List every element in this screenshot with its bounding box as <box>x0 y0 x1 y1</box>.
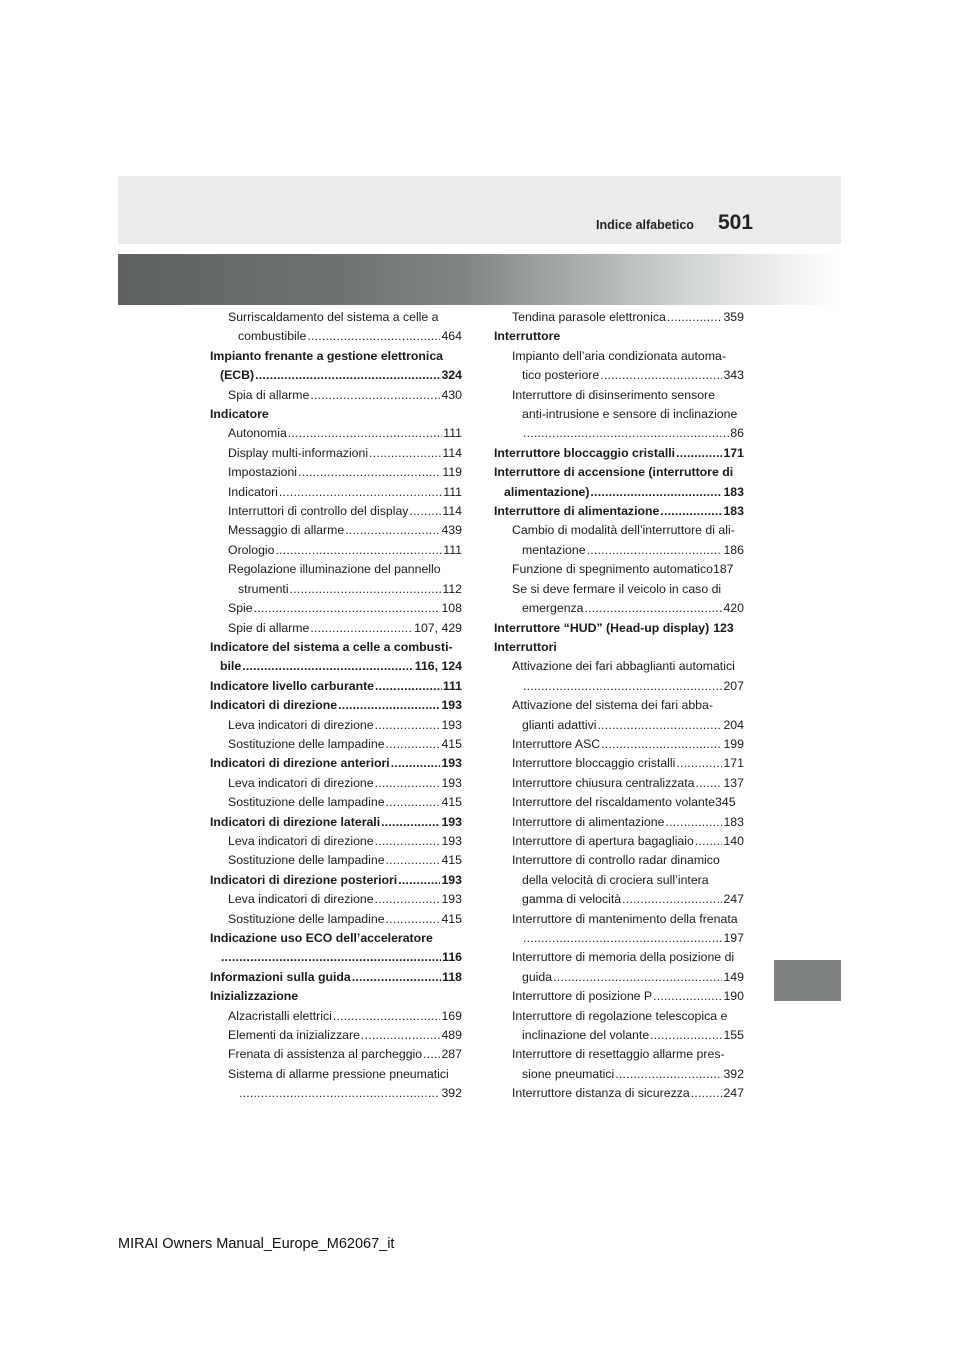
index-entry <box>210 677 462 696</box>
index-entry-text: glianti adattivi <box>522 717 597 732</box>
index-entry <box>210 521 462 540</box>
index-entry-page: 193 <box>441 698 462 713</box>
index-entry <box>210 1045 462 1064</box>
index-entry-text: Surriscaldamento del sistema a celle a <box>228 310 439 324</box>
index-entry-text: Indicatori di direzione <box>210 698 338 713</box>
dot-leader <box>665 813 722 832</box>
index-entry <box>494 619 744 638</box>
index-entry-text: tico posteriore <box>522 368 600 383</box>
index-entry-page: 183 <box>723 484 744 499</box>
index-entry <box>494 657 744 676</box>
index-entry <box>210 813 462 832</box>
index-entry-text: Indicatori di direzione posteriori <box>210 872 398 887</box>
index-entry-page: 140 <box>723 833 744 848</box>
index-entry-page: 324 <box>441 368 462 383</box>
index-entry-page: 149 <box>723 969 744 984</box>
index-entry <box>494 599 744 618</box>
index-entry-text: Cambio di modalità dell’interruttore di ali- <box>512 523 735 538</box>
index-entry <box>494 483 744 502</box>
index-entry <box>210 657 462 676</box>
index-entry-text: Interruttore di resettaggio allarme pres- <box>512 1047 725 1062</box>
dot-leader <box>361 1026 441 1045</box>
index-entry-text: Autonomia <box>228 426 287 441</box>
index-entry-text: Impostazioni <box>228 465 298 480</box>
dot-leader <box>290 580 442 599</box>
dot-leader <box>650 1026 722 1045</box>
index-entry-page: 247 <box>723 1086 744 1101</box>
index-entry-page: 247 <box>723 892 744 907</box>
index-entry-text: Spie di allarme <box>228 620 310 635</box>
dot-leader <box>375 774 441 793</box>
index-entry-text: Impianto frenante a gestione elettronica <box>210 348 444 363</box>
index-entry-page: 171 <box>723 756 744 771</box>
index-entry-page: 112 <box>442 581 462 596</box>
index-entry-text: Interruttore di alimentazione <box>494 504 660 519</box>
index-entry-text: Spia di allarme <box>228 387 310 402</box>
index-entry <box>494 813 744 832</box>
index-entry <box>210 948 462 967</box>
index-entry-text: Indicatori <box>228 484 278 499</box>
index-entry-page: 114 <box>442 445 462 460</box>
dot-leader <box>298 463 441 482</box>
dot-leader <box>239 1084 440 1103</box>
index-entry-page: 171 <box>723 445 744 460</box>
index-entry-page: 415 <box>441 911 462 926</box>
dot-leader <box>310 619 413 638</box>
index-entry-text: strumenti <box>238 581 289 596</box>
index-entry-page: 111 <box>443 542 462 557</box>
index-entry-text: Interruttore bloccaggio cristalli <box>494 445 676 460</box>
dot-leader <box>398 871 440 890</box>
dot-leader <box>423 1045 440 1064</box>
index-entry-text: Indicatore livello carburante <box>210 678 375 693</box>
dot-leader <box>279 483 442 502</box>
index-entry-page: 183 <box>723 504 744 519</box>
index-entry-text: Sostituzione delle lampadine <box>228 736 385 751</box>
index-entry-text: Leva indicatori di direzione <box>228 833 374 848</box>
dot-leader <box>375 832 441 851</box>
dot-leader <box>598 716 723 735</box>
index-entry-page: 392 <box>723 1066 744 1081</box>
index-entry-text: emergenza <box>522 601 584 616</box>
index-entry-text: Messaggio di allarme <box>228 523 345 538</box>
index-entry <box>494 851 744 870</box>
index-entry-page: 193 <box>441 775 462 790</box>
index-entry <box>210 308 462 327</box>
index-entry <box>494 347 744 366</box>
index-entry <box>210 502 462 521</box>
dot-leader <box>333 1007 441 1026</box>
index-entry-page: 193 <box>441 833 462 848</box>
index-entry-text: Interruttori <box>494 639 557 654</box>
index-entry-text: Interruttore di disinserimento sensore <box>512 387 715 402</box>
section-title: Indice alfabetico <box>596 218 694 232</box>
index-entry-page: 343 <box>723 368 744 383</box>
dot-leader <box>696 774 723 793</box>
index-entry <box>494 677 744 696</box>
index-entry <box>494 948 744 967</box>
index-entry-text: Orologio <box>228 542 275 557</box>
footer-manual-title: MIRAI Owners Manual_Europe_M62067_it <box>118 1236 395 1252</box>
index-entry-page: 137 <box>723 775 744 790</box>
index-entry-text: Indicatori di direzione laterali <box>210 814 381 829</box>
dot-leader <box>391 754 441 773</box>
index-entry <box>210 754 462 773</box>
index-entry-page: 204 <box>723 717 744 732</box>
index-entry <box>494 308 744 327</box>
index-entry-text: Interruttore di memoria della posizione di <box>512 950 735 965</box>
index-entry <box>210 366 462 385</box>
dot-leader <box>386 851 441 870</box>
index-entry <box>494 774 744 793</box>
dot-leader <box>255 366 440 385</box>
dot-leader <box>375 890 441 909</box>
index-entry-text: Interruttore del riscaldamento volante <box>512 795 716 810</box>
dot-leader <box>386 910 441 929</box>
dot-leader <box>242 657 414 676</box>
index-entry <box>494 696 744 715</box>
index-entry <box>210 405 462 424</box>
index-entry-page: 439 <box>441 523 462 538</box>
index-entry-page: 116 <box>442 950 462 965</box>
index-entry-text: Interruttore bloccaggio cristalli <box>512 756 676 771</box>
dot-leader <box>338 696 440 715</box>
index-entry-page: 107, 429 <box>414 620 462 635</box>
index-entry-text: Interruttore distanza di sicurezza <box>512 1086 690 1101</box>
index-entry-text: Interruttore di regolazione telescopica e <box>512 1008 728 1023</box>
index-entry-text: Interruttore di controllo radar dinamico <box>512 853 720 868</box>
index-entry-page: 169 <box>441 1008 462 1023</box>
index-entry <box>210 1065 462 1084</box>
index-entry-text: Interruttori di controllo del display <box>228 504 409 519</box>
index-entry <box>210 1007 462 1026</box>
dot-leader <box>386 793 441 812</box>
index-entry-text: Tendina parasole elettronica <box>512 310 666 324</box>
index-entry-text: Se si deve fermare il veicolo in caso di <box>512 581 722 596</box>
index-entry-text: Leva indicatori di direzione <box>228 892 374 907</box>
index-entry-page: 464 <box>441 329 462 344</box>
index-entry-page: 111 <box>442 678 462 693</box>
chapter-gradient-bar <box>118 254 841 305</box>
index-entry <box>210 987 462 1006</box>
index-entry-text: Interruttore di apertura bagagliaio <box>512 833 694 848</box>
index-entry <box>210 580 462 599</box>
index-entry-text: Funzione di spegnimento automatico <box>512 562 713 577</box>
index-entry-text: Sostituzione delle lampadine <box>228 911 385 926</box>
dot-leader <box>615 1065 722 1084</box>
index-entry <box>210 716 462 735</box>
index-entry <box>494 1026 744 1045</box>
dot-leader <box>590 483 722 502</box>
index-entry-page: 489 <box>441 1028 462 1043</box>
index-entry-text: guida <box>522 969 553 984</box>
index-entry <box>494 521 744 540</box>
index-entry-page: 415 <box>441 853 462 868</box>
index-entry-text: (ECB) <box>220 368 255 383</box>
index-entry-text: anti-intrusione e sensore di inclinazione <box>522 407 738 422</box>
dot-leader <box>585 599 723 618</box>
index-entry <box>494 1065 744 1084</box>
index-entry <box>494 1045 744 1064</box>
index-entry-page: 183 <box>723 814 744 829</box>
dot-leader <box>523 677 722 696</box>
page-number: 501 <box>718 211 754 234</box>
index-entry-page: 119 <box>442 465 462 480</box>
index-entry <box>210 619 462 638</box>
index-entry-text: Regolazione illuminazione del pannello <box>228 562 441 577</box>
dot-leader <box>587 541 723 560</box>
dot-leader <box>307 327 440 346</box>
index-entry <box>210 968 462 987</box>
index-entry <box>210 832 462 851</box>
index-entry-text: Interruttore di alimentazione <box>512 814 665 829</box>
index-entry-page: 86 <box>730 426 744 441</box>
index-entry-text: mentazione <box>522 542 586 557</box>
index-entry-text: alimentazione) <box>504 484 590 499</box>
dot-leader <box>386 735 441 754</box>
index-entry-page: 111 <box>443 484 462 499</box>
index-entry-text: Sistema di allarme pressione pneumatici <box>228 1066 449 1081</box>
dot-leader <box>667 308 723 327</box>
index-entry <box>210 871 462 890</box>
dot-leader <box>375 677 442 696</box>
dot-leader <box>653 987 722 1006</box>
index-entry <box>210 910 462 929</box>
index-entry <box>210 696 462 715</box>
index-entry-text: Leva indicatori di direzione <box>228 775 374 790</box>
index-entry <box>210 424 462 443</box>
index-entry <box>494 754 744 773</box>
index-entry <box>494 405 744 424</box>
index-entry <box>494 638 744 657</box>
index-entry-page: 197 <box>723 931 744 945</box>
index-entry-page: 193 <box>441 756 462 771</box>
index-entry <box>494 502 744 521</box>
chapter-side-tab <box>774 960 841 1001</box>
index-entry-text: Interruttore di mantenimento della frenata <box>512 911 738 926</box>
dot-leader <box>660 502 722 521</box>
index-entry-page: 199 <box>723 736 744 751</box>
dot-leader <box>345 521 440 540</box>
dot-leader <box>409 502 441 521</box>
index-entry-page: 123 <box>713 620 734 635</box>
index-entry <box>494 929 744 948</box>
index-entry-text: Interruttore di accensione (interruttore di <box>494 465 734 480</box>
index-entry <box>210 327 462 346</box>
index-entry <box>210 735 462 754</box>
index-entry-text: inclinazione del volante <box>522 1028 650 1043</box>
index-entry <box>210 890 462 909</box>
index-entry <box>210 483 462 502</box>
index-entry <box>494 871 744 890</box>
index-entry-page: 420 <box>723 601 744 616</box>
index-entry <box>494 968 744 987</box>
index-entry-page: 193 <box>441 892 462 907</box>
index-entry <box>210 444 462 463</box>
index-entry-text: Interruttore ASC <box>512 736 601 751</box>
index-entry-page: 415 <box>441 736 462 751</box>
dot-leader <box>352 968 441 987</box>
index-entry <box>494 832 744 851</box>
index-entry-text: Frenata di assistenza al parcheggio <box>228 1047 423 1062</box>
index-entry <box>210 463 462 482</box>
index-entry-text: Alzacristalli elettrici <box>228 1008 332 1023</box>
index-entry-page: 108 <box>441 601 462 616</box>
index-entry <box>210 638 462 657</box>
index-column-left <box>210 308 462 1104</box>
dot-leader <box>275 541 442 560</box>
index-entry <box>494 1007 744 1026</box>
index-entry <box>210 1084 462 1103</box>
index-entry <box>210 560 462 579</box>
index-entry <box>210 541 462 560</box>
index-entry-text: Interruttore <box>494 329 561 344</box>
dot-leader <box>254 599 441 618</box>
index-entry-page: 116, 124 <box>414 659 462 674</box>
index-entry-text: Leva indicatori di direzione <box>228 717 374 732</box>
index-entry-page: 415 <box>441 795 462 810</box>
dot-leader <box>600 366 722 385</box>
dot-leader <box>553 968 722 987</box>
index-entry <box>494 424 744 443</box>
index-entry <box>210 793 462 812</box>
index-entry-text: Sostituzione delle lampadine <box>228 795 385 810</box>
index-entry-page: 359 <box>723 310 744 324</box>
dot-leader <box>375 716 441 735</box>
index-entry <box>494 987 744 1006</box>
dot-leader <box>369 444 441 463</box>
index-entry-text: Interruttore di posizione P <box>512 989 653 1004</box>
index-entry <box>494 560 744 579</box>
index-entry <box>494 793 744 812</box>
index-entry <box>210 599 462 618</box>
index-entry <box>494 444 744 463</box>
index-entry <box>494 580 744 599</box>
dot-leader <box>676 444 722 463</box>
index-entry <box>494 735 744 754</box>
index-entry <box>494 366 744 385</box>
dot-leader <box>523 929 722 948</box>
dot-leader <box>221 948 441 967</box>
index-entry-text: Sostituzione delle lampadine <box>228 853 385 868</box>
index-entry <box>494 716 744 735</box>
dot-leader <box>601 735 722 754</box>
dot-leader <box>310 386 440 405</box>
index-entry-page: 193 <box>441 717 462 732</box>
dot-leader <box>288 424 443 443</box>
index-entry <box>210 929 462 948</box>
dot-leader <box>691 1084 723 1103</box>
index-entry-text: Indicatori di direzione anteriori <box>210 756 390 771</box>
index-entry-text: bile <box>220 659 242 674</box>
index-entry <box>494 1084 744 1103</box>
index-entry-text: Attivazione del sistema dei fari abba- <box>512 698 713 713</box>
index-entry-text: Spie <box>228 601 253 616</box>
index-column-right <box>494 308 744 1104</box>
index-entry-page: 207 <box>723 678 744 693</box>
index-entry-page: 190 <box>723 989 744 1004</box>
index-entry-text: Interruttore chiusura centralizzata <box>512 775 695 790</box>
index-entry-text: gamma di velocità <box>522 892 622 907</box>
index-entry <box>494 386 744 405</box>
index-entry-page: 193 <box>441 872 462 887</box>
dot-leader <box>622 890 722 909</box>
index-entry-page: 187 <box>712 562 734 577</box>
index-entry-text: Indicatore <box>210 407 269 422</box>
index-entry-text: Indicazione uso ECO dell’acceleratore <box>210 931 433 945</box>
index-entry <box>494 463 744 482</box>
index-entry-text: della velocità di crociera sull’intera <box>522 872 709 887</box>
index-entry-text: Inizializzazione <box>210 989 299 1004</box>
index-entry-page: 345 <box>715 795 736 810</box>
index-entry-page: 392 <box>441 1086 462 1101</box>
index-entry <box>494 541 744 560</box>
index-entry <box>210 386 462 405</box>
dot-leader <box>676 754 722 773</box>
index-entry <box>494 327 744 346</box>
index-entry-page: 111 <box>443 426 462 441</box>
index-entry-text: Elementi da inizializzare <box>228 1028 360 1043</box>
index-entry <box>494 890 744 909</box>
index-entry-page: 193 <box>441 814 462 829</box>
dot-leader <box>695 832 723 851</box>
index-entry-text: Interruttore “HUD” (Head-up display) <box>494 620 710 635</box>
index-entry <box>210 347 462 366</box>
index-entry-page: 155 <box>723 1028 744 1043</box>
index-entry-page: 430 <box>441 387 462 402</box>
index-entry-text: Indicatore del sistema a celle a combusti- <box>210 639 453 654</box>
index-entry-page: 114 <box>442 504 462 519</box>
index-entry-text: combustibile <box>238 329 307 344</box>
index-entry <box>210 774 462 793</box>
index-entry <box>494 910 744 929</box>
index-entry-text: Impianto dell’aria condizionata automa- <box>512 348 726 363</box>
index-entry-page: 118 <box>442 969 462 984</box>
dot-leader <box>523 424 729 443</box>
index-entry-text: Display multi-informazioni <box>228 445 369 460</box>
index-entry <box>210 851 462 870</box>
index-entry-text: Attivazione dei fari abbaglianti automatici <box>512 659 735 674</box>
index-entry <box>210 1026 462 1045</box>
index-entry-text: sione pneumatici <box>522 1066 615 1081</box>
index-entry-text: Informazioni sulla guida <box>210 969 351 984</box>
index-entry-page: 287 <box>441 1047 462 1062</box>
dot-leader <box>381 813 440 832</box>
index-entry-page: 186 <box>723 542 744 557</box>
